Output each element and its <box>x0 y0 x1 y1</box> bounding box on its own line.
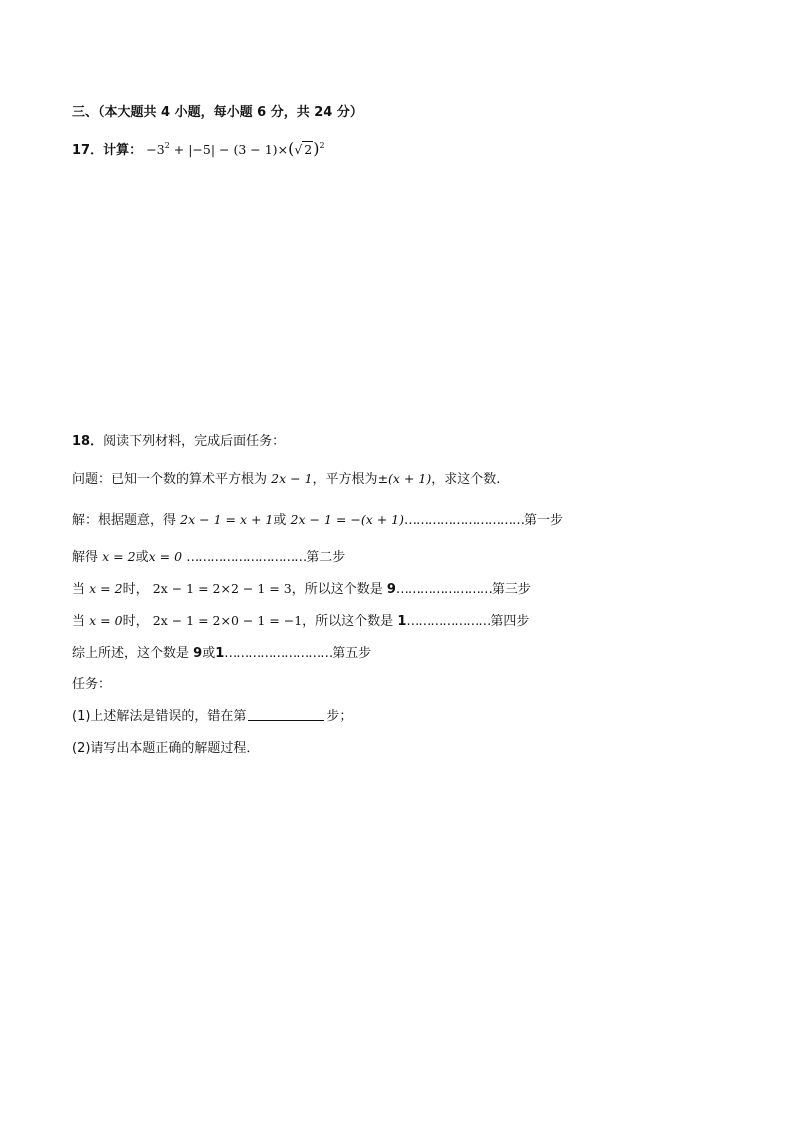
leader-dots: …………………… <box>395 582 492 597</box>
text: 或 <box>135 550 149 565</box>
step-label: 第一步 <box>524 513 564 528</box>
text: (1)上述解法是错误的，错在第 <box>72 709 247 724</box>
question-prompt: 计算： <box>103 143 143 158</box>
math-inline: 2x − 1 = 2×2 − 1 = 3 <box>152 581 292 596</box>
math-inline: ±(x + 1) <box>377 471 432 486</box>
solution-step-5 <box>72 645 371 663</box>
step-label: 第三步 <box>491 582 531 597</box>
text: ，所以这个数是 <box>302 614 394 629</box>
leader-dots: ………………………… <box>404 513 524 528</box>
text: 当 <box>72 614 86 629</box>
step-label: 第四步 <box>490 614 530 629</box>
question-intro: 阅读下列材料，完成后面任务： <box>103 434 286 449</box>
text: 或 <box>273 513 287 528</box>
exponent: 2 <box>164 141 170 150</box>
question-number: 17． <box>72 143 104 158</box>
answer-value: 1 <box>215 646 225 661</box>
open-paren: ( <box>288 139 295 158</box>
answer-blank[interactable] <box>248 708 324 721</box>
operator: + <box>169 142 189 157</box>
leader-dots: ………………………… <box>186 550 307 565</box>
radicand: 2 <box>304 142 313 157</box>
text: 问题：已知一个数的算术平方根为 <box>72 472 268 487</box>
answer-value: 1 <box>397 614 407 629</box>
exponent: 2 <box>319 141 325 150</box>
answer-value: 9 <box>386 582 396 597</box>
solution-step-1 <box>72 511 563 530</box>
text: 步； <box>326 709 353 724</box>
task-1 <box>72 708 352 726</box>
text: 时， <box>122 582 149 597</box>
question-number: 18． <box>72 434 104 449</box>
text: 当 <box>72 582 86 597</box>
task-2: (2)请写出本题正确的解题过程． <box>72 741 260 756</box>
operator: × <box>277 142 289 157</box>
solution-step-3 <box>72 580 531 599</box>
solution-step-4 <box>72 612 529 631</box>
text: 解：根据题意，得 <box>72 513 177 528</box>
text: 或 <box>202 646 216 661</box>
leader-dots: ………………… <box>406 614 491 629</box>
math-inline: x = 2 <box>89 581 123 596</box>
math-inline: 2x − 1 = 2×0 − 1 = −1 <box>152 613 303 628</box>
question-18 <box>72 433 285 451</box>
solution-step-2 <box>72 548 345 567</box>
math-inline: 2x − 1 = −(x + 1) <box>290 512 404 527</box>
parenthesized-term: (3 − 1) <box>233 142 278 157</box>
term-neg-power: −3 <box>146 142 165 157</box>
absolute-value: |−5| <box>188 142 216 157</box>
operator: − <box>215 142 234 157</box>
step-label: 第五步 <box>332 646 372 661</box>
leader-dots: ……………………… <box>224 646 333 661</box>
question-17 <box>72 140 325 160</box>
square-root: √ 2 <box>294 142 313 157</box>
answer-value: 9 <box>193 646 203 661</box>
section-heading: 三、（本大题共 4 小题，每小题 6 分，共 24 分） <box>72 105 363 120</box>
math-inline: x = 2 <box>102 549 136 564</box>
text: 综上所述，这个数是 <box>72 646 190 661</box>
text: ，所以这个数是 <box>291 582 383 597</box>
step-label: 第二步 <box>306 550 346 565</box>
close-paren: ) <box>313 139 320 158</box>
text: ，求这个数. <box>431 472 501 487</box>
problem-statement <box>72 470 500 489</box>
math-inline: 2x − 1 = x + 1 <box>180 512 274 527</box>
math-expression <box>146 139 325 158</box>
text: 时， <box>122 614 149 629</box>
task-label: 任务： <box>72 677 112 692</box>
text: ，平方根为 <box>312 472 378 487</box>
text: 解得 <box>72 550 99 565</box>
math-inline: x = 0 <box>148 549 183 564</box>
math-inline: x = 0 <box>89 613 123 628</box>
math-inline: 2x − 1 <box>271 471 313 486</box>
